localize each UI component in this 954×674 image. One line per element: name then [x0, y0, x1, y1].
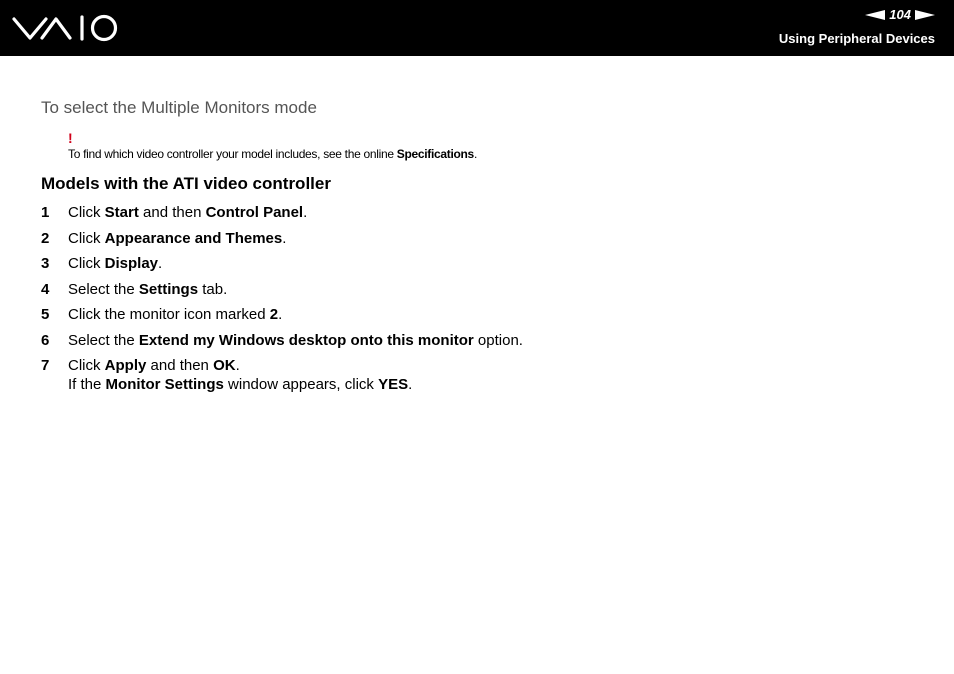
warning-mark-icon: ! — [68, 130, 73, 146]
note-text-after: . — [473, 147, 477, 161]
page-navigator — [865, 7, 935, 22]
note-text-before: To find which video controller your model includes, see the online — [68, 147, 397, 161]
step-text: Click Apply and then OK. If the Monitor Settings window appears, click YES. — [68, 357, 413, 393]
step-item — [41, 331, 921, 350]
next-page-arrow-icon[interactable] — [915, 10, 935, 20]
steps-list — [41, 203, 921, 401]
step-text: Click Appearance and Themes. — [68, 229, 287, 247]
step-item — [41, 203, 921, 222]
step-number: 7 — [41, 357, 50, 374]
step-number: 2 — [41, 229, 50, 247]
step-text: Click the monitor icon marked 2. — [68, 306, 283, 323]
section-title: Using Peripheral Devices — [778, 31, 935, 46]
page-header — [0, 0, 954, 56]
previous-page-arrow-icon[interactable] — [865, 10, 885, 20]
step-number: 5 — [41, 306, 50, 323]
section-subheading: Models with the ATI video controller — [41, 174, 331, 193]
step-text: Select the Extend my Windows desktop onto this monitor option. — [68, 331, 523, 349]
step-number: 4 — [41, 280, 50, 298]
procedure-title: To select the Multiple Monitors mode — [41, 98, 317, 117]
step-number: 3 — [41, 255, 50, 272]
step-number: 1 — [41, 204, 50, 221]
note-text — [68, 147, 477, 161]
step-text: Click Start and then Control Panel. — [68, 204, 308, 221]
step-item — [41, 254, 921, 273]
vaio-logo-icon — [12, 14, 120, 47]
step-text: Click Display. — [68, 255, 163, 272]
step-item — [41, 305, 921, 324]
note-specifications: Specifications — [396, 147, 474, 161]
note — [68, 131, 477, 163]
step-number: 6 — [41, 331, 50, 349]
step-text: Select the Settings tab. — [68, 280, 228, 298]
step-item — [41, 280, 921, 299]
step-item — [41, 229, 921, 248]
page-number: 104 — [889, 7, 911, 22]
step-item — [41, 356, 921, 394]
